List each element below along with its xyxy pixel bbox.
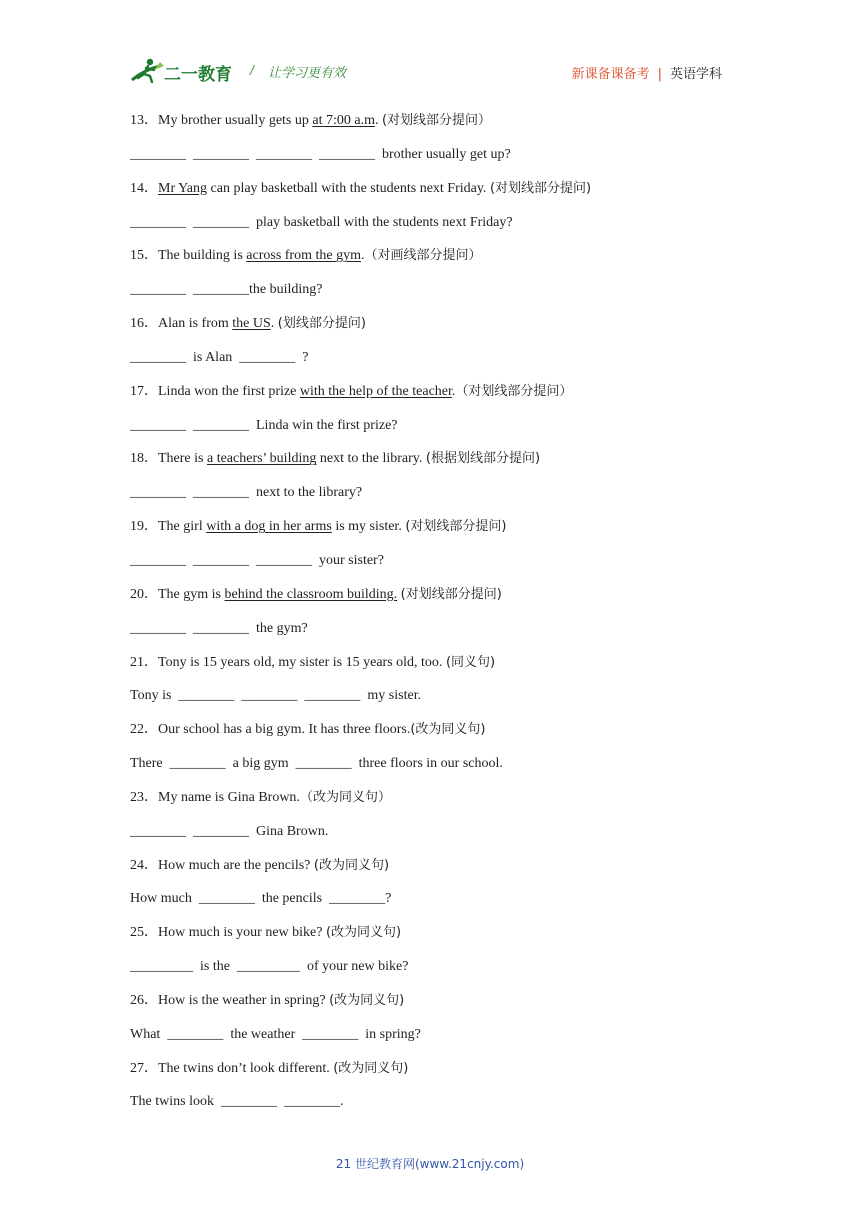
question-line [130, 720, 730, 754]
question-instruction: （对划线部分提问） [455, 383, 573, 399]
question-instruction: （改为同义句） [299, 789, 391, 805]
question-line [130, 246, 730, 280]
answer-blanks: ________ ________ ________ your sister? [130, 552, 384, 568]
answer-blanks: ________ is Alan ________ ? [130, 349, 309, 365]
question-line [130, 653, 730, 687]
question-line [130, 449, 730, 483]
header-course-label: 新课备课备考 [571, 67, 650, 82]
header-right [572, 63, 722, 82]
question-instruction: (同义句) [445, 654, 496, 670]
question-number: 21． [130, 654, 158, 670]
question-underlined-text: with the help of the teacher [299, 383, 452, 399]
question-text: . [374, 113, 382, 128]
question-number: 22． [130, 722, 158, 738]
question-instruction: （对画线部分提问） [364, 248, 482, 264]
question-text: . [270, 316, 278, 332]
question-instruction: (对划线部分提问) [405, 519, 507, 535]
header-slash: / [250, 62, 254, 78]
answer-blanks: Tony is ________ ________ ________ my sister. [130, 688, 422, 704]
page-footer: 21 世纪教育网(www.21cnjy.com) [335, 1157, 525, 1171]
answer-blanks: ________ ________ play basketball with the students next Friday? [130, 214, 513, 230]
question-instruction: (划线部分提问) [277, 316, 366, 332]
question-line [130, 1059, 730, 1093]
question-underlined-text: behind the classroom building. [224, 586, 398, 602]
question-instruction: (改为同义句) [333, 1060, 409, 1076]
question-text: My brother usually gets up [158, 113, 313, 128]
question-number: 13． [130, 113, 158, 128]
question-line [130, 585, 730, 619]
answer-line [130, 957, 730, 991]
answer-blanks: ________ ________ Linda win the first prize? [130, 417, 398, 433]
exercise-list [130, 111, 730, 1126]
logo-text: 二一教育 [164, 65, 232, 84]
question-line [130, 111, 730, 145]
question-text: Our school has a big gym. It has three floors. [158, 722, 411, 738]
question-text: . [451, 383, 456, 399]
question-number: 15． [130, 248, 158, 264]
header-slogan: 让学习更有效 [268, 66, 347, 81]
question-line [130, 179, 730, 213]
answer-blanks: There ________ a big gym ________ three floors in our school. [130, 756, 503, 772]
question-text: How much are the pencils? [158, 857, 314, 873]
question-text: . [360, 248, 365, 264]
answer-line [130, 551, 730, 585]
question-underlined-text: the US [232, 316, 271, 332]
question-text: There is [158, 451, 207, 467]
question-text: Tony is 15 years old, my sister is 15 years old, too. [158, 654, 446, 670]
question-text: My name is Gina Brown. [158, 789, 300, 805]
answer-blanks: ________ ________ next to the library? [130, 485, 363, 501]
question-number: 18． [130, 451, 158, 467]
question-instruction: (改为同义句) [313, 857, 390, 873]
question-number: 24． [130, 857, 158, 873]
question-underlined-text: across from the gym [246, 248, 361, 264]
question-line [130, 517, 730, 551]
question-text: Linda won the first prize [158, 383, 300, 399]
question-text: How much is your new bike? [158, 925, 326, 941]
answer-line [130, 822, 730, 856]
question-number: 20． [130, 586, 158, 602]
header-separator: | [657, 67, 662, 82]
answer-line [130, 348, 730, 382]
answer-line [130, 1025, 730, 1059]
question-line [130, 314, 730, 348]
question-text: How is the weather in spring? [158, 992, 330, 1008]
page-header [130, 52, 730, 92]
question-underlined-text: with a dog in her arms [206, 519, 332, 535]
question-line [130, 991, 730, 1025]
question-text: is my sister. [331, 519, 406, 535]
answer-blanks: ________ ________ the gym? [130, 620, 308, 636]
question-text: can play basketball with the students next Friday. [207, 180, 490, 196]
question-text: The building is [158, 248, 247, 264]
answer-line [130, 686, 730, 720]
answer-line [130, 213, 730, 247]
question-number: 19． [130, 519, 158, 535]
question-underlined-text: at 7:00 a.m [312, 113, 375, 128]
answer-line [130, 619, 730, 653]
question-number: 27． [130, 1060, 158, 1076]
question-text: The gym is [158, 586, 225, 602]
header-subject-label: 英语学科 [669, 67, 722, 82]
answer-blanks: ________ ________the building? [130, 282, 323, 298]
question-line [130, 382, 730, 416]
question-number: 14． [130, 180, 158, 196]
answer-line [130, 416, 730, 450]
question-line [130, 788, 730, 822]
answer-line [130, 145, 730, 179]
answer-line [130, 1092, 730, 1126]
answer-line [130, 483, 730, 517]
question-instruction: (对划线部分提问） [381, 113, 492, 128]
question-text: The girl [158, 519, 207, 535]
question-instruction: (改为同义句) [325, 925, 402, 941]
question-instruction: (改为同义句) [329, 992, 405, 1008]
question-instruction: (根据划线部分提问) [425, 451, 541, 467]
answer-blanks: ________ ________ ________ ________ brother usually get up? [130, 146, 511, 162]
question-number: 25． [130, 925, 158, 941]
question-text: The twins don’t look different. [158, 1060, 334, 1076]
question-line [130, 856, 730, 890]
answer-blanks: ________ ________ Gina Brown. [130, 823, 329, 839]
answer-line [130, 754, 730, 788]
answer-line [130, 889, 730, 923]
question-underlined-text: Mr Yang [158, 180, 208, 196]
question-instruction: (对划线部分提问) [489, 180, 592, 196]
answer-blanks: _________ is the _________ of your new bike? [130, 959, 409, 975]
question-number: 17． [130, 383, 158, 399]
question-instruction: (对划线部分提问) [400, 586, 502, 602]
question-text: Alan is from [158, 316, 233, 332]
question-line [130, 923, 730, 957]
question-number: 16． [130, 316, 158, 332]
question-number: 23． [130, 789, 158, 805]
question-number: 26． [130, 992, 158, 1008]
answer-line [130, 280, 730, 314]
question-text: next to the library. [316, 451, 426, 467]
question-instruction: (改为同义句) [410, 722, 486, 738]
answer-blanks: The twins look ________ ________. [130, 1094, 344, 1110]
question-underlined-text: a teachers’ building [206, 451, 317, 467]
answer-blanks: What ________ the weather ________ in spring? [130, 1026, 421, 1042]
answer-blanks: How much ________ the pencils ________? [130, 891, 392, 907]
